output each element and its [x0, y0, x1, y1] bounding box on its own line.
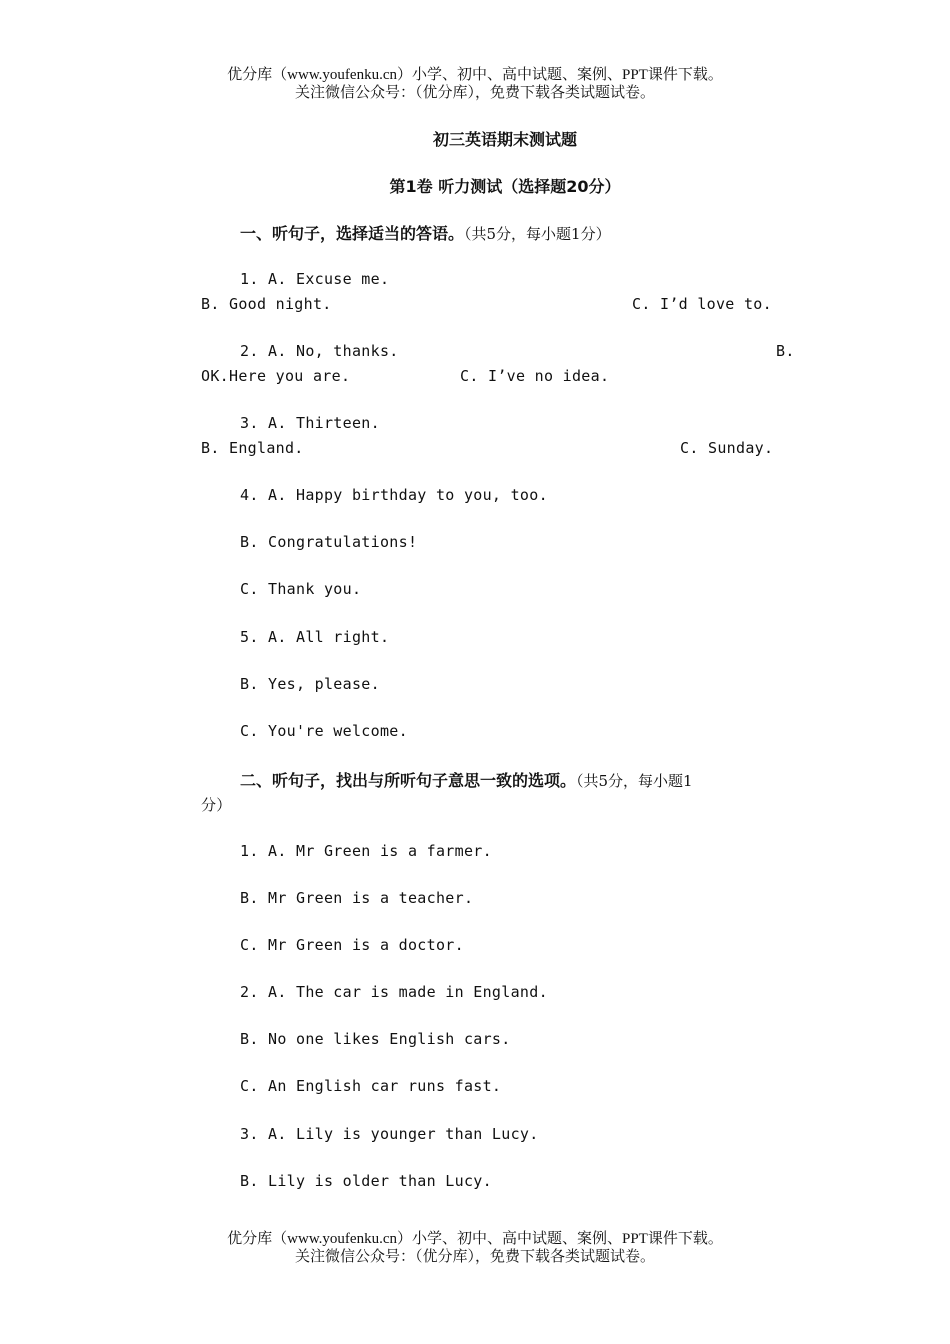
s2-q2-option-c: C. An English car runs fast.: [240, 1077, 502, 1095]
s1-q2-option-b-text: OK.Here you are.: [201, 367, 351, 385]
s1-q4-option-a: 4. A. Happy birthday to you, too.: [240, 486, 548, 504]
exam-title: 初三英语期末测试题: [432, 130, 577, 149]
s2-q1-option-c: C. Mr Green is a doctor.: [240, 936, 464, 954]
s1-q1-option-b: B. Good night.: [201, 295, 332, 313]
page-header: [0, 66, 950, 102]
section1-note: （共5分，每小题1分）: [464, 225, 611, 243]
section2-heading: [240, 768, 693, 791]
s1-q2-option-b-label: B.: [776, 342, 795, 360]
s2-q2-option-b: B. No one likes English cars.: [240, 1030, 511, 1048]
part-title: 第1卷 听力测试（选择题20分）: [389, 177, 621, 196]
s2-q3-option-a: 3. A. Lily is younger than Lucy.: [240, 1125, 539, 1143]
header-line-2: 关注微信公众号：（优分库），免费下载各类试题试卷。: [294, 85, 655, 101]
s1-q5-option-a: 5. A. All right.: [240, 628, 390, 646]
s1-q3-option-b: B. England.: [201, 439, 304, 457]
footer-line-2: 关注微信公众号：（优分库），免费下载各类试题试卷。: [294, 1249, 655, 1265]
section2-note-cont: 分）: [201, 796, 232, 814]
s1-q4-option-b: B. Congratulations!: [240, 533, 418, 551]
s2-q2-option-a: 2. A. The car is made in England.: [240, 983, 548, 1001]
header-line-1: 优分库（www.youfenku.cn）小学、初中、高中试题、案例、PPT课件下载。: [227, 67, 723, 83]
page-footer: [0, 1230, 950, 1266]
s1-q4-option-c: C. Thank you.: [240, 580, 362, 598]
s1-q2-option-c: C. I’ve no idea.: [460, 367, 610, 385]
section1-heading: [240, 221, 611, 244]
footer-line-1: 优分库（www.youfenku.cn）小学、初中、高中试题、案例、PPT课件下载。: [227, 1231, 723, 1247]
s2-q3-option-b: B. Lily is older than Lucy.: [240, 1172, 492, 1190]
s1-q3-option-c: C. Sunday.: [680, 439, 774, 457]
s2-q1-option-b: B. Mr Green is a teacher.: [240, 889, 474, 907]
section1-heading-text: 一、听句子，选择适当的答语。: [240, 224, 465, 243]
s1-q5-option-b: B. Yes, please.: [240, 675, 380, 693]
s1-q3-option-a: 3. A. Thirteen.: [240, 414, 380, 432]
section2-note: （共5分，每小题1: [576, 772, 693, 790]
section2-heading-text: 二、听句子，找出与所听句子意思一致的选项。: [240, 771, 577, 790]
s2-q1-option-a: 1. A. Mr Green is a farmer.: [240, 842, 492, 860]
s1-q1-option-a: 1. A. Excuse me.: [240, 270, 390, 288]
s1-q5-option-c: C. You're welcome.: [240, 722, 408, 740]
s1-q2-option-a: 2. A. No, thanks.: [240, 342, 399, 360]
s1-q1-option-c: C. I’d love to.: [632, 295, 772, 313]
